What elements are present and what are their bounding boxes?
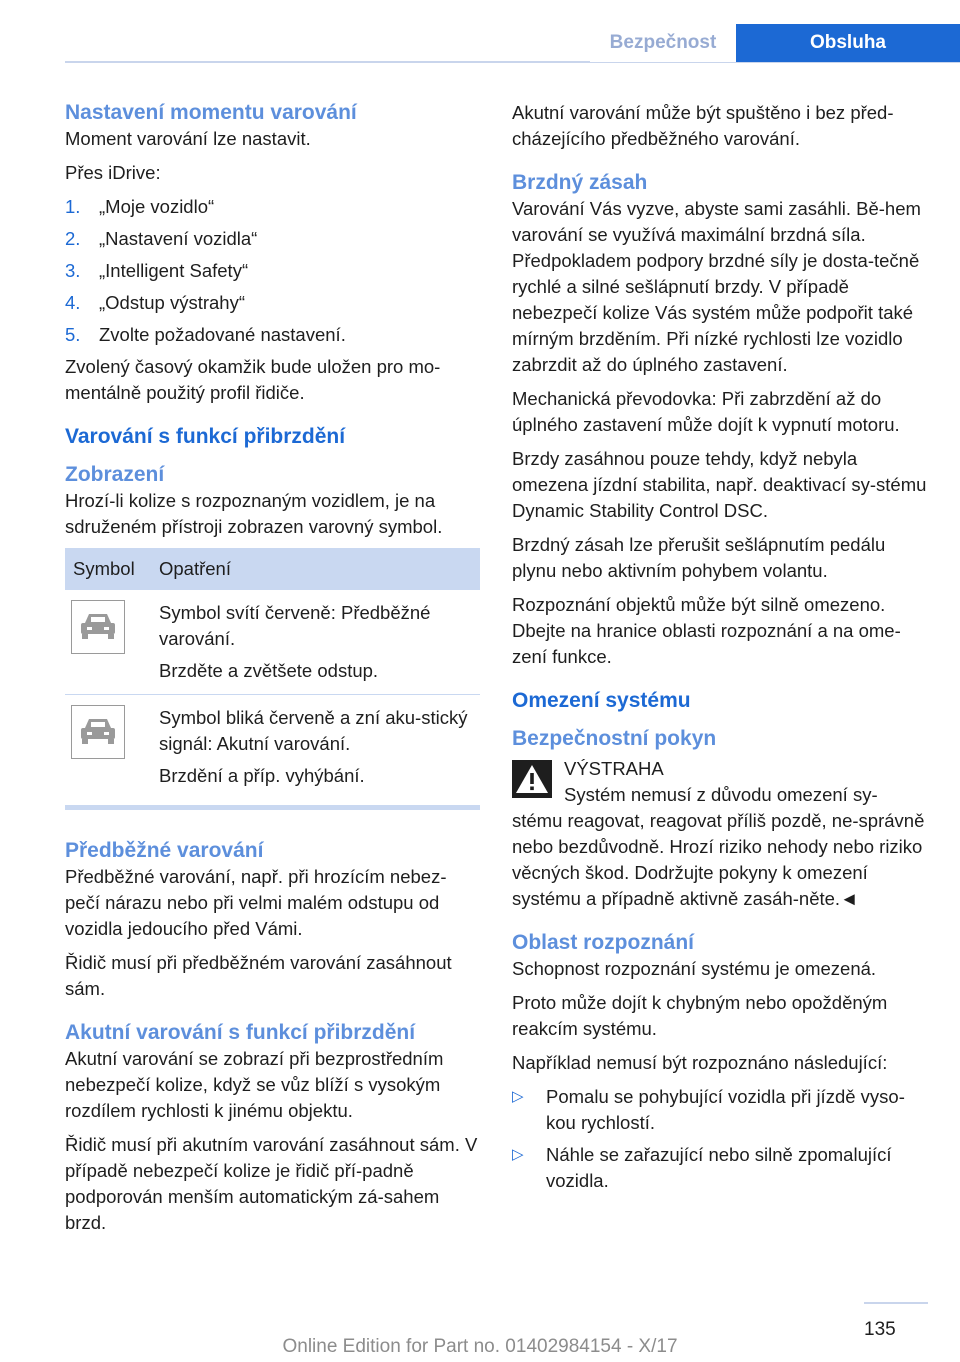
step-text: „Nastavení vozidla“ (99, 228, 258, 249)
heading-oblast: Oblast rozpoznání (512, 931, 695, 954)
warning-triangle-icon (512, 760, 552, 803)
idrive-steps (65, 194, 480, 348)
heading-nastaveni: Nastavení momentu varování (65, 101, 357, 124)
step-text: „Moje vozidlo“ (99, 196, 215, 217)
limitation-list (512, 1084, 928, 1194)
step-item (65, 258, 480, 284)
heading-omezeni: Omezení systému (512, 689, 691, 712)
step-number: 2. (65, 228, 81, 249)
text-predbezne: Předběžné varování, např. při hrozícím nebez‐pečí nárazu nebo při velmi malém odstupu od vozidla jedoucího před Vámi. (65, 866, 447, 939)
text-rozpoznani: Rozpoznání objektů může být silně omezeno. Dbejte na hranice oblasti rozpoznání a na ome‐zení funkce. (512, 594, 901, 667)
text-schopnost: Schopnost rozpoznání systému je omezená. (512, 958, 877, 979)
text-akutni-2: Akutní varování může být spuštěno i bez před‐cházejícího předběžného varování. (512, 102, 894, 149)
warning-block (512, 756, 928, 808)
left-column (65, 100, 480, 1244)
step-number: 3. (65, 260, 81, 281)
col-opatreni: Opatření (151, 548, 480, 590)
heading-brzdny: Brzdný zásah (512, 171, 648, 194)
right-column (512, 100, 928, 1200)
warning-first-line: Systém nemusí z důvodu omezení sy‐ (564, 784, 878, 805)
edition-footer: Online Edition for Part no. 01402984154 - X/17 (282, 1336, 678, 1357)
action-text: Symbol bliká červeně a zní aku‐stický signál: Akutní varování. (159, 707, 468, 754)
car-warning-icon (71, 705, 125, 759)
step-item (65, 194, 480, 220)
text-ridic-2: Řidič musí při akutním varování zasáhnout sám. V případě nebezpečí kolize je řidič pří‐padně podporován menším automatickým zá‐sahem brzd. (65, 1134, 478, 1233)
heading-varovani: Varování s funkcí přibrzdění (65, 425, 346, 448)
action-text: Brzdění a příp. vyhýbání. (159, 765, 365, 786)
header-chapter-tab[interactable]: Obsluha (736, 24, 960, 62)
bullet-triangle-icon: ▷ (512, 1088, 524, 1105)
text-prerusit: Brzdný zásah lze přerušit sešlápnutím pedálu plynu nebo aktivním pohybem volantu. (512, 534, 886, 581)
text-brzdy: Brzdy zasáhnou pouze tehdy, když nebyla omezena jízdní stabilita, např. deaktivací sy‐stému Dynamic Stability Control DSC. (512, 448, 927, 521)
warning-continuation: stému reagovat, reagovat příliš pozdě, ne‐správně nebo bezdůvodně. Hrozí riziko nehody nebo riziko věcných škod. Dodržujte pokyny k omezení systému a případně aktivně zasáh‐něte.◄ (512, 810, 925, 909)
table-header-row (65, 548, 480, 590)
step-number: 4. (65, 292, 81, 313)
list-item (512, 1084, 928, 1136)
table-row (65, 590, 480, 695)
text-brzdny: Varování Vás vyzve, abyste sami zasáhli. Bě‐hem varování se využívá maximální brzdná síla. Předpokladem podpory brzdné síly je dosta‐tečně rychlé a silné sešlápnutí brzdy. V případě nebezpečí kolize Vás systém může podpořit také mírným brzděním. Při nízké rychlosti lze vozidlo zabrzdit až do úplného zastavení. (512, 198, 921, 375)
text-proto: Proto může dojít k chybným nebo opožděným reakcím systému. (512, 992, 888, 1039)
list-item-text: Náhle se zařazující nebo silně zpomalující vozidla. (546, 1144, 892, 1191)
col-symbol: Symbol (65, 548, 151, 590)
bullet-triangle-icon: ▷ (512, 1146, 524, 1163)
list-item-text: Pomalu se pohybující vozidla při jízdě vyso‐kou rychlostí. (546, 1086, 905, 1133)
table-row (65, 695, 480, 808)
footer-rule (864, 1302, 928, 1304)
text-zvoleny: Zvolený časový okamžik bude uložen pro mo‐mentálně použitý profil řidiče. (65, 356, 441, 403)
text-mech: Mechanická převodovka: Při zabrzdění až do úplného zastavení může dojít k vypnutí motoru. (512, 388, 900, 435)
action-cell (151, 695, 480, 808)
warning-title: VÝSTRAHA (564, 758, 664, 779)
heading-pokyn: Bezpečnostní pokyn (512, 727, 717, 750)
heading-predbezne: Předběžné varování (65, 839, 264, 862)
step-item (65, 290, 480, 316)
step-number: 5. (65, 324, 81, 345)
action-text: Brzděte a zvětšete odstup. (159, 660, 379, 681)
car-warning-icon (71, 600, 125, 654)
step-item (65, 226, 480, 252)
heading-zobrazeni: Zobrazení (65, 463, 165, 486)
action-cell (151, 590, 480, 695)
step-text: „Odstup výstrahy“ (99, 292, 245, 313)
text-akutni: Akutní varování se zobrazí při bezprostředním nebezpečí kolize, když se vůz blíží s vysokým rozdílem rychlosti k jinému objektu. (65, 1048, 444, 1121)
text-ridic-1: Řidič musí při předběžném varování zasáhnout sám. (65, 952, 452, 999)
list-item (512, 1142, 928, 1194)
step-text: „Intelligent Safety“ (99, 260, 249, 281)
step-number: 1. (65, 196, 81, 217)
step-text: Zvolte požadované nastavení. (99, 324, 346, 345)
page-number: 135 (864, 1319, 896, 1340)
action-text: Symbol svítí červeně: Předběžné varování. (159, 602, 431, 649)
symbol-cell (65, 695, 151, 808)
text-pres-idrive: Přes iDrive: (65, 162, 161, 183)
header-section-tab[interactable]: Bezpečnost (590, 24, 736, 62)
symbol-table (65, 548, 480, 810)
text-moment: Moment varování lze nastavit. (65, 128, 311, 149)
text-napriklad: Například nemusí být rozpoznáno následující: (512, 1052, 888, 1073)
text-hrozi: Hrozí-li kolize s rozpoznaným vozidlem, je na sdruženém přístroji zobrazen varovný symbol. (65, 490, 443, 537)
symbol-cell (65, 590, 151, 695)
step-item (65, 322, 480, 348)
heading-akutni: Akutní varování s funkcí přibrzdění (65, 1021, 416, 1044)
